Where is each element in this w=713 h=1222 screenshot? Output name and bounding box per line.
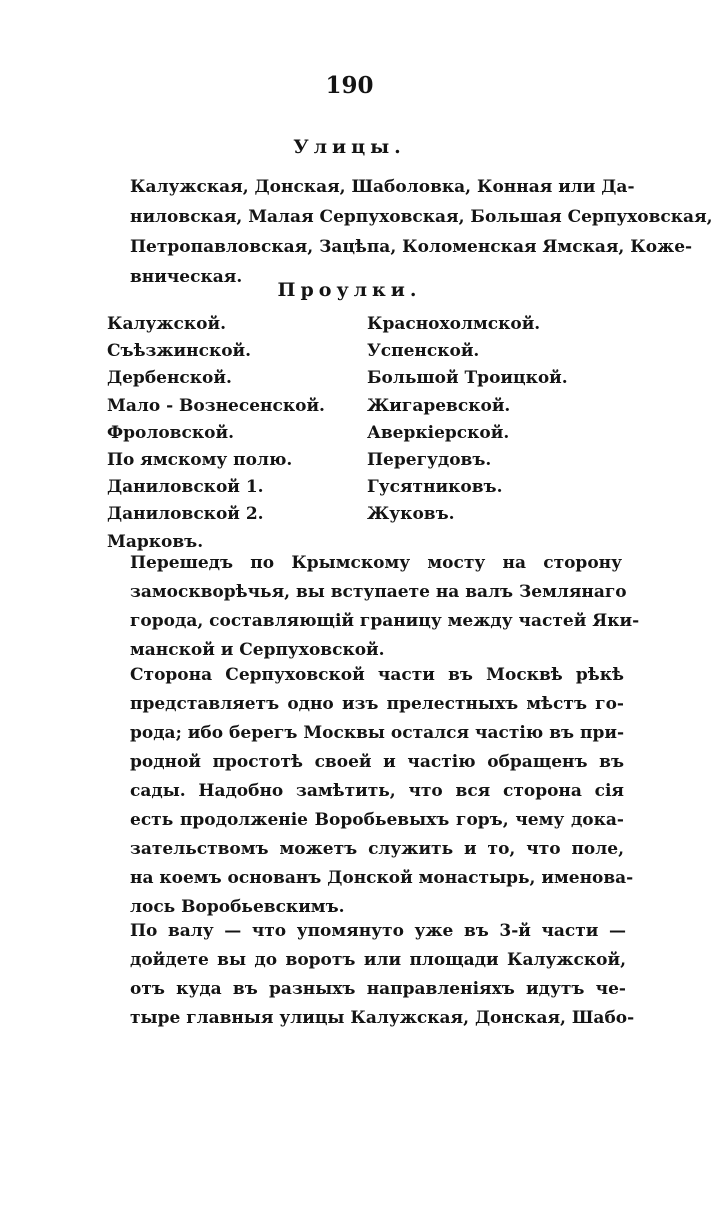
lane-item: Гусятниковъ.: [367, 477, 503, 498]
lane-item: Даниловской 2.: [107, 504, 264, 525]
streets-heading: Улицы.: [293, 136, 406, 158]
text-line: родной простотѣ своей и частію обращенъ въ: [130, 752, 624, 772]
text-line: По валу — что упомянуто уже въ 3-й части —: [130, 921, 626, 941]
lane-item: Калужской.: [107, 314, 227, 334]
text-line: на коемъ основанъ Донской монастырь, именова-: [130, 868, 634, 888]
text-line: представляетъ одно изъ прелестныхъ мѣстъ го-: [130, 694, 624, 714]
text-line: отъ куда въ разныхъ направленіяхъ идутъ че-: [130, 979, 626, 999]
body-paragraph: [130, 917, 635, 1033]
text-line: тыре главныя улицы Калужская, Донская, Шабо-: [130, 1008, 635, 1028]
body-paragraph: [130, 661, 634, 922]
lane-item: Успенской.: [367, 341, 480, 362]
text-line: манской и Серпуховской.: [130, 640, 385, 660]
lanes-right-column: [367, 311, 568, 529]
page-number: 190: [325, 72, 374, 99]
body-paragraph: [130, 549, 640, 665]
text-line: сады. Надобно замѣтить, что вся сторона сія: [130, 781, 624, 801]
lane-item: Мало - Вознесенской.: [107, 395, 325, 416]
text-line: лось Воробьевскимъ.: [130, 897, 345, 917]
lanes-left-column: [107, 311, 325, 556]
lane-item: Марковъ.: [107, 531, 204, 552]
lane-item: Дербенской.: [107, 368, 232, 389]
text-line: есть продолженіе Воробьевыхъ горъ, чему дока-: [130, 810, 624, 830]
text-line: Калужская, Донская, Шаболовка, Конная или Да-: [130, 177, 635, 197]
lane-item: Перегудовъ.: [367, 449, 492, 470]
text-line: города, составляющій границу между частей Яки-: [130, 611, 640, 631]
text-line: Сторона Серпуховской части въ Москвѣ рѣкѣ: [130, 665, 624, 685]
text-line: Петропавловская, Зацѣпа, Коломенская Ямская, Коже-: [130, 237, 693, 257]
text-line: рода; ибо берегъ Москвы остался частію въ при-: [130, 723, 624, 743]
streets-paragraph: [130, 172, 713, 292]
text-line: Перешедъ по Крымскому мосту на сторону: [130, 553, 622, 573]
lane-item: Жигаревской.: [367, 395, 511, 416]
lane-item: Краснохолмской.: [367, 314, 541, 334]
text-line: замоскворѣчья, вы вступаете на валъ Землянаго: [130, 582, 627, 602]
lane-item: По ямскому полю.: [107, 449, 293, 470]
lane-item: Съѣзжинской.: [107, 341, 252, 362]
text-line: зательствомъ можетъ служить и то, что поле,: [130, 839, 624, 859]
text-line: вническая.: [130, 267, 243, 287]
lane-item: Большой Троицкой.: [367, 368, 568, 389]
lane-item: Фроловской.: [107, 422, 234, 443]
lane-item: Даниловской 1.: [107, 477, 264, 498]
lanes-heading: Проулки.: [277, 279, 422, 301]
text-line: дойдете вы до воротъ или площади Калужской,: [130, 950, 626, 970]
lane-item: Аверкіерской.: [367, 422, 510, 443]
text-line: ниловская, Малая Серпуховская, Большая Серпуховская,: [130, 207, 713, 227]
lane-item: Жуковъ.: [367, 504, 455, 525]
